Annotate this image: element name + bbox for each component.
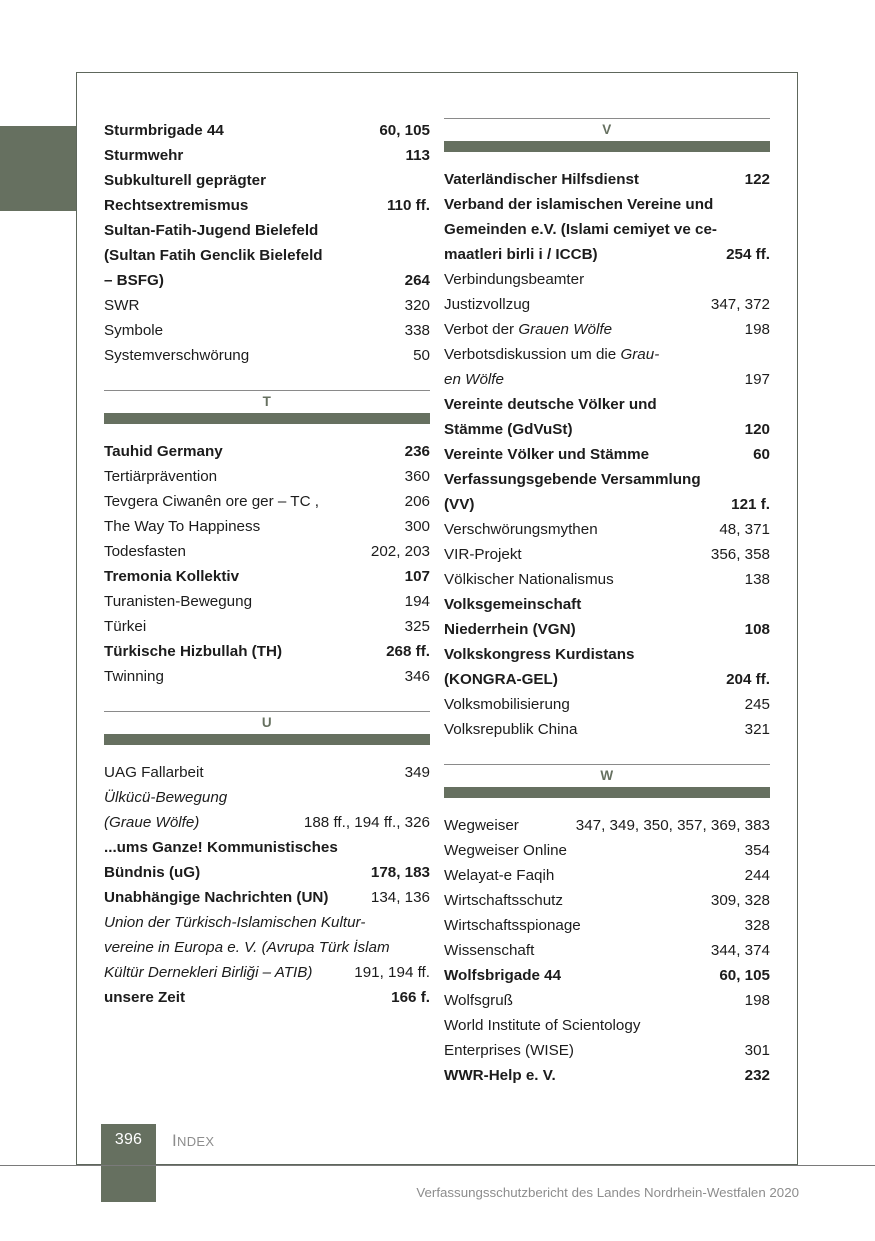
entry-term-italic: Grauen Wölfe [518, 321, 613, 338]
entry-term: Bündnis (uG) [104, 864, 201, 881]
entry-pages: 232 [744, 1067, 770, 1084]
index-entry [104, 935, 430, 960]
entry-pages: 320 [404, 297, 430, 314]
entry-term: Sturmwehr [104, 147, 184, 164]
index-entry [104, 464, 430, 489]
entry-pages: 48, 371 [719, 521, 770, 538]
footer-divider [0, 1165, 875, 1166]
index-entry [444, 492, 770, 517]
index-entry [104, 985, 430, 1010]
index-entry [444, 813, 770, 838]
entry-term: Wegweiser Online [444, 842, 567, 859]
index-entry [104, 243, 430, 268]
entry-pages: 60 [753, 446, 770, 463]
index-entry [104, 960, 430, 985]
entry-term: (VV) [444, 496, 475, 513]
accent-tab-top [0, 126, 77, 211]
entry-term: Wolfsgruß [444, 992, 513, 1009]
index-entry [444, 838, 770, 863]
index-entry [104, 760, 430, 785]
entry-term: Verschwörungsmythen [444, 521, 598, 538]
index-entry [104, 589, 430, 614]
section-accent-bar [104, 734, 430, 745]
index-entry [444, 963, 770, 988]
index-entry [444, 417, 770, 442]
entry-term: Twinning [104, 668, 164, 685]
left-column [104, 118, 430, 1088]
entry-term: (KONGRA-GEL) [444, 671, 558, 688]
entry-term [444, 367, 504, 392]
index-entry [444, 392, 770, 417]
entry-pages: 328 [744, 917, 770, 934]
entry-term: Volksmobilisierung [444, 696, 570, 713]
index-entry [104, 318, 430, 343]
entry-term: Tertiärprävention [104, 468, 218, 485]
entry-pages: 60, 105 [379, 122, 430, 139]
entry-term-italic: en Wölfe [444, 371, 504, 388]
entry-pages: 204 ff. [726, 671, 770, 688]
entry-term: Vaterländischer Hilfsdienst [444, 171, 639, 188]
entry-term: Verfassungsgebende Versammlung [444, 471, 701, 488]
footer-label-initial: I [172, 1131, 178, 1150]
entry-term: Systemverschwörung [104, 347, 250, 364]
index-entry [444, 592, 770, 617]
index-entry [444, 367, 770, 392]
index-entry [444, 1013, 770, 1038]
entry-term: Justizvollzug [444, 296, 531, 313]
entry-pages: 300 [404, 518, 430, 535]
index-entry [104, 439, 430, 464]
section-letter: T [262, 394, 272, 409]
entry-term: Sturmbrigade 44 [104, 122, 224, 139]
index-entry [104, 268, 430, 293]
index-entry [444, 863, 770, 888]
entry-term: WWR-Help e. V. [444, 1067, 556, 1084]
index-entry [104, 910, 430, 935]
entry-term: Tauhid Germany [104, 443, 223, 460]
entry-term: Symbole [104, 322, 164, 339]
entry-pages: 120 [744, 421, 770, 438]
entry-term: Stämme (GdVuSt) [444, 421, 573, 438]
index-entry [104, 785, 430, 810]
index-entry [444, 517, 770, 542]
entry-pages: 245 [744, 696, 770, 713]
entry-term [444, 342, 659, 367]
index-entry [444, 542, 770, 567]
entry-pages: 301 [744, 1042, 770, 1059]
index-entry [444, 342, 770, 367]
entry-term: VIR-Projekt [444, 546, 522, 563]
entry-term: Türkische Hizbullah (TH) [104, 643, 283, 660]
entry-term [444, 317, 612, 342]
index-entry [444, 938, 770, 963]
entry-term: – BSFG) [104, 272, 164, 289]
entry-pages: 60, 105 [719, 967, 770, 984]
entry-pages: 134, 136 [370, 889, 430, 906]
entry-pages: 206 [404, 493, 430, 510]
index-entry [444, 217, 770, 242]
entry-pages: 309, 328 [710, 892, 770, 909]
entry-term-italic: Grau- [620, 346, 660, 363]
entry-term: Union der Türkisch-Islamischen Kultur- [104, 914, 366, 931]
index-entry [104, 664, 430, 689]
entry-pages: 244 [744, 867, 770, 884]
entry-pages: 202, 203 [370, 543, 430, 560]
entry-pages: 110 ff. [386, 197, 430, 214]
entry-term: Türkei [104, 618, 147, 635]
entry-pages: 188 ff., 194 ff., 326 [303, 814, 430, 831]
page-number: 396 [114, 1131, 143, 1148]
index-entry [104, 810, 430, 835]
entry-term: The Way To Happiness [104, 518, 261, 535]
entry-term: Turanisten-Bewegung [104, 593, 253, 610]
entry-pages: 122 [744, 171, 770, 188]
entry-term: maatleri birli i / ICCB) [444, 246, 598, 263]
entry-pages: 108 [744, 621, 770, 638]
index-entry [104, 614, 430, 639]
entry-pages: 138 [744, 571, 770, 588]
index-entry [444, 167, 770, 192]
index-entry [104, 218, 430, 243]
entry-pages: 121 f. [731, 496, 770, 513]
entry-term: unsere Zeit [104, 989, 186, 1006]
index-entry [444, 988, 770, 1013]
entry-pages: 107 [404, 568, 430, 585]
index-entry [444, 567, 770, 592]
entry-term: Unabhängige Nachrichten (UN) [104, 889, 329, 906]
entry-term: Vereinte deutsche Völker und [444, 396, 657, 413]
entry-pages: 236 [404, 443, 430, 460]
entry-pages: 191, 194 ff. [354, 964, 430, 981]
entry-term-plain: Verbot der [444, 321, 519, 338]
entry-pages: 347, 372 [710, 296, 770, 313]
index-entry [444, 242, 770, 267]
entry-pages: 346 [404, 668, 430, 685]
entry-term: Verband der islamischen Vereine und [444, 196, 714, 213]
index-entry [104, 514, 430, 539]
index-entry [444, 642, 770, 667]
entry-term: vereine in Europa e. V. (Avrupa Türk İslam [104, 939, 390, 956]
entry-term: Sultan-Fatih-Jugend Bielefeld [104, 222, 319, 239]
section-letter: V [602, 122, 612, 137]
entry-term: Wissenschaft [444, 942, 535, 959]
entry-term: Volkskongress Kurdistans [444, 646, 635, 663]
section-letter: U [261, 715, 273, 730]
section-accent-bar [444, 141, 770, 152]
entry-term: Tevgera Ciwanên ore ger – TC , [104, 493, 319, 510]
entry-pages: 166 f. [391, 989, 430, 1006]
index-entry [104, 168, 430, 193]
section-accent-bar [104, 413, 430, 424]
entry-term: Subkulturell geprägter [104, 172, 267, 189]
section-header-u [104, 711, 430, 745]
index-entry [104, 564, 430, 589]
index-entry [444, 192, 770, 217]
entry-term: Vereinte Völker und Stämme [444, 446, 650, 463]
entry-term: Tremonia Kollektiv [104, 568, 240, 585]
entry-term: Wegweiser [444, 817, 519, 834]
entry-pages: 354 [744, 842, 770, 859]
entry-pages: 254 ff. [726, 246, 770, 263]
index-entry [444, 442, 770, 467]
entry-term: Enterprises (WISE) [444, 1042, 574, 1059]
entry-pages: 360 [404, 468, 430, 485]
section-letter: W [600, 768, 614, 783]
index-entry [104, 343, 430, 368]
index-entry [444, 667, 770, 692]
entry-pages: 198 [744, 321, 770, 338]
entry-term: Verbindungsbeamter [444, 271, 585, 288]
index-entry [444, 888, 770, 913]
entry-term: Volksrepublik China [444, 721, 578, 738]
index-entry [444, 467, 770, 492]
entry-term: Völkischer Nationalismus [444, 571, 614, 588]
entry-term: (Sultan Fatih Genclik Bielefeld [104, 247, 323, 264]
index-entry [104, 489, 430, 514]
entry-term: SWR [104, 297, 140, 314]
entry-pages: 325 [404, 618, 430, 635]
entry-term: Ülkücü-Bewegung [104, 789, 228, 806]
index-entry [444, 617, 770, 642]
index-entry [444, 317, 770, 342]
entry-pages: 344, 374 [710, 942, 770, 959]
entry-term: Rechtsextremismus [104, 197, 249, 214]
section-header-v [444, 118, 770, 152]
entry-term: Kültür Dernekleri Birliği – ATIB) [104, 964, 313, 981]
right-column [444, 118, 770, 1088]
footer-source-text: Verfassungsschutzbericht des Landes Nordrhein-Westfalen 2020 [416, 1185, 799, 1200]
section-accent-bar [444, 787, 770, 798]
entry-term: Volksgemeinschaft [444, 596, 582, 613]
index-columns [104, 118, 769, 1088]
index-entry [104, 835, 430, 860]
entry-pages: 338 [404, 322, 430, 339]
index-entry [104, 639, 430, 664]
page-number-tab [101, 1124, 156, 1202]
entry-pages: 194 [404, 593, 430, 610]
index-entry [104, 539, 430, 564]
entry-pages: 113 [405, 147, 430, 164]
section-header-t [104, 390, 430, 424]
entry-pages: 198 [744, 992, 770, 1009]
entry-term: ...ums Ganze! Kommunistisches [104, 839, 338, 856]
entry-term: Niederrhein (VGN) [444, 621, 576, 638]
entry-term: World Institute of Scientology [444, 1017, 641, 1034]
index-entry [444, 1038, 770, 1063]
entry-term: Gemeinden e.V. (Islami cemiyet ve ce- [444, 221, 717, 238]
entry-pages: 349 [404, 764, 430, 781]
entry-term: Welayat-e Faqih [444, 867, 555, 884]
entry-term: (Graue Wölfe) [104, 814, 200, 831]
entry-pages: 347, 349, 350, 357, 369, 383 [575, 817, 770, 834]
entry-term-plain: Verbotsdiskussion um die [444, 346, 621, 363]
entry-pages: 50 [413, 347, 430, 364]
footer-section-label [172, 1131, 214, 1151]
entry-pages: 178, 183 [370, 864, 430, 881]
index-entry [104, 293, 430, 318]
entry-term: UAG Fallarbeit [104, 764, 204, 781]
entry-term: Wolfsbrigade 44 [444, 967, 562, 984]
index-entry [104, 118, 430, 143]
index-entry [104, 885, 430, 910]
index-entry [444, 1063, 770, 1088]
entry-term: Wirtschaftsschutz [444, 892, 563, 909]
entry-pages: 268 ff. [386, 643, 430, 660]
section-header-w [444, 764, 770, 798]
entry-pages: 264 [404, 272, 430, 289]
footer-label-rest: NDEX [177, 1134, 215, 1149]
index-entry [444, 692, 770, 717]
entry-term: Todesfasten [104, 543, 186, 560]
index-entry [444, 717, 770, 742]
index-entry [104, 193, 430, 218]
entry-pages: 197 [744, 371, 770, 388]
index-entry [104, 143, 430, 168]
index-entry [444, 292, 770, 317]
entry-pages: 356, 358 [710, 546, 770, 563]
index-entry [104, 860, 430, 885]
entry-term: Wirtschaftsspionage [444, 917, 581, 934]
entry-pages: 321 [744, 721, 770, 738]
index-entry [444, 267, 770, 292]
index-entry [444, 913, 770, 938]
